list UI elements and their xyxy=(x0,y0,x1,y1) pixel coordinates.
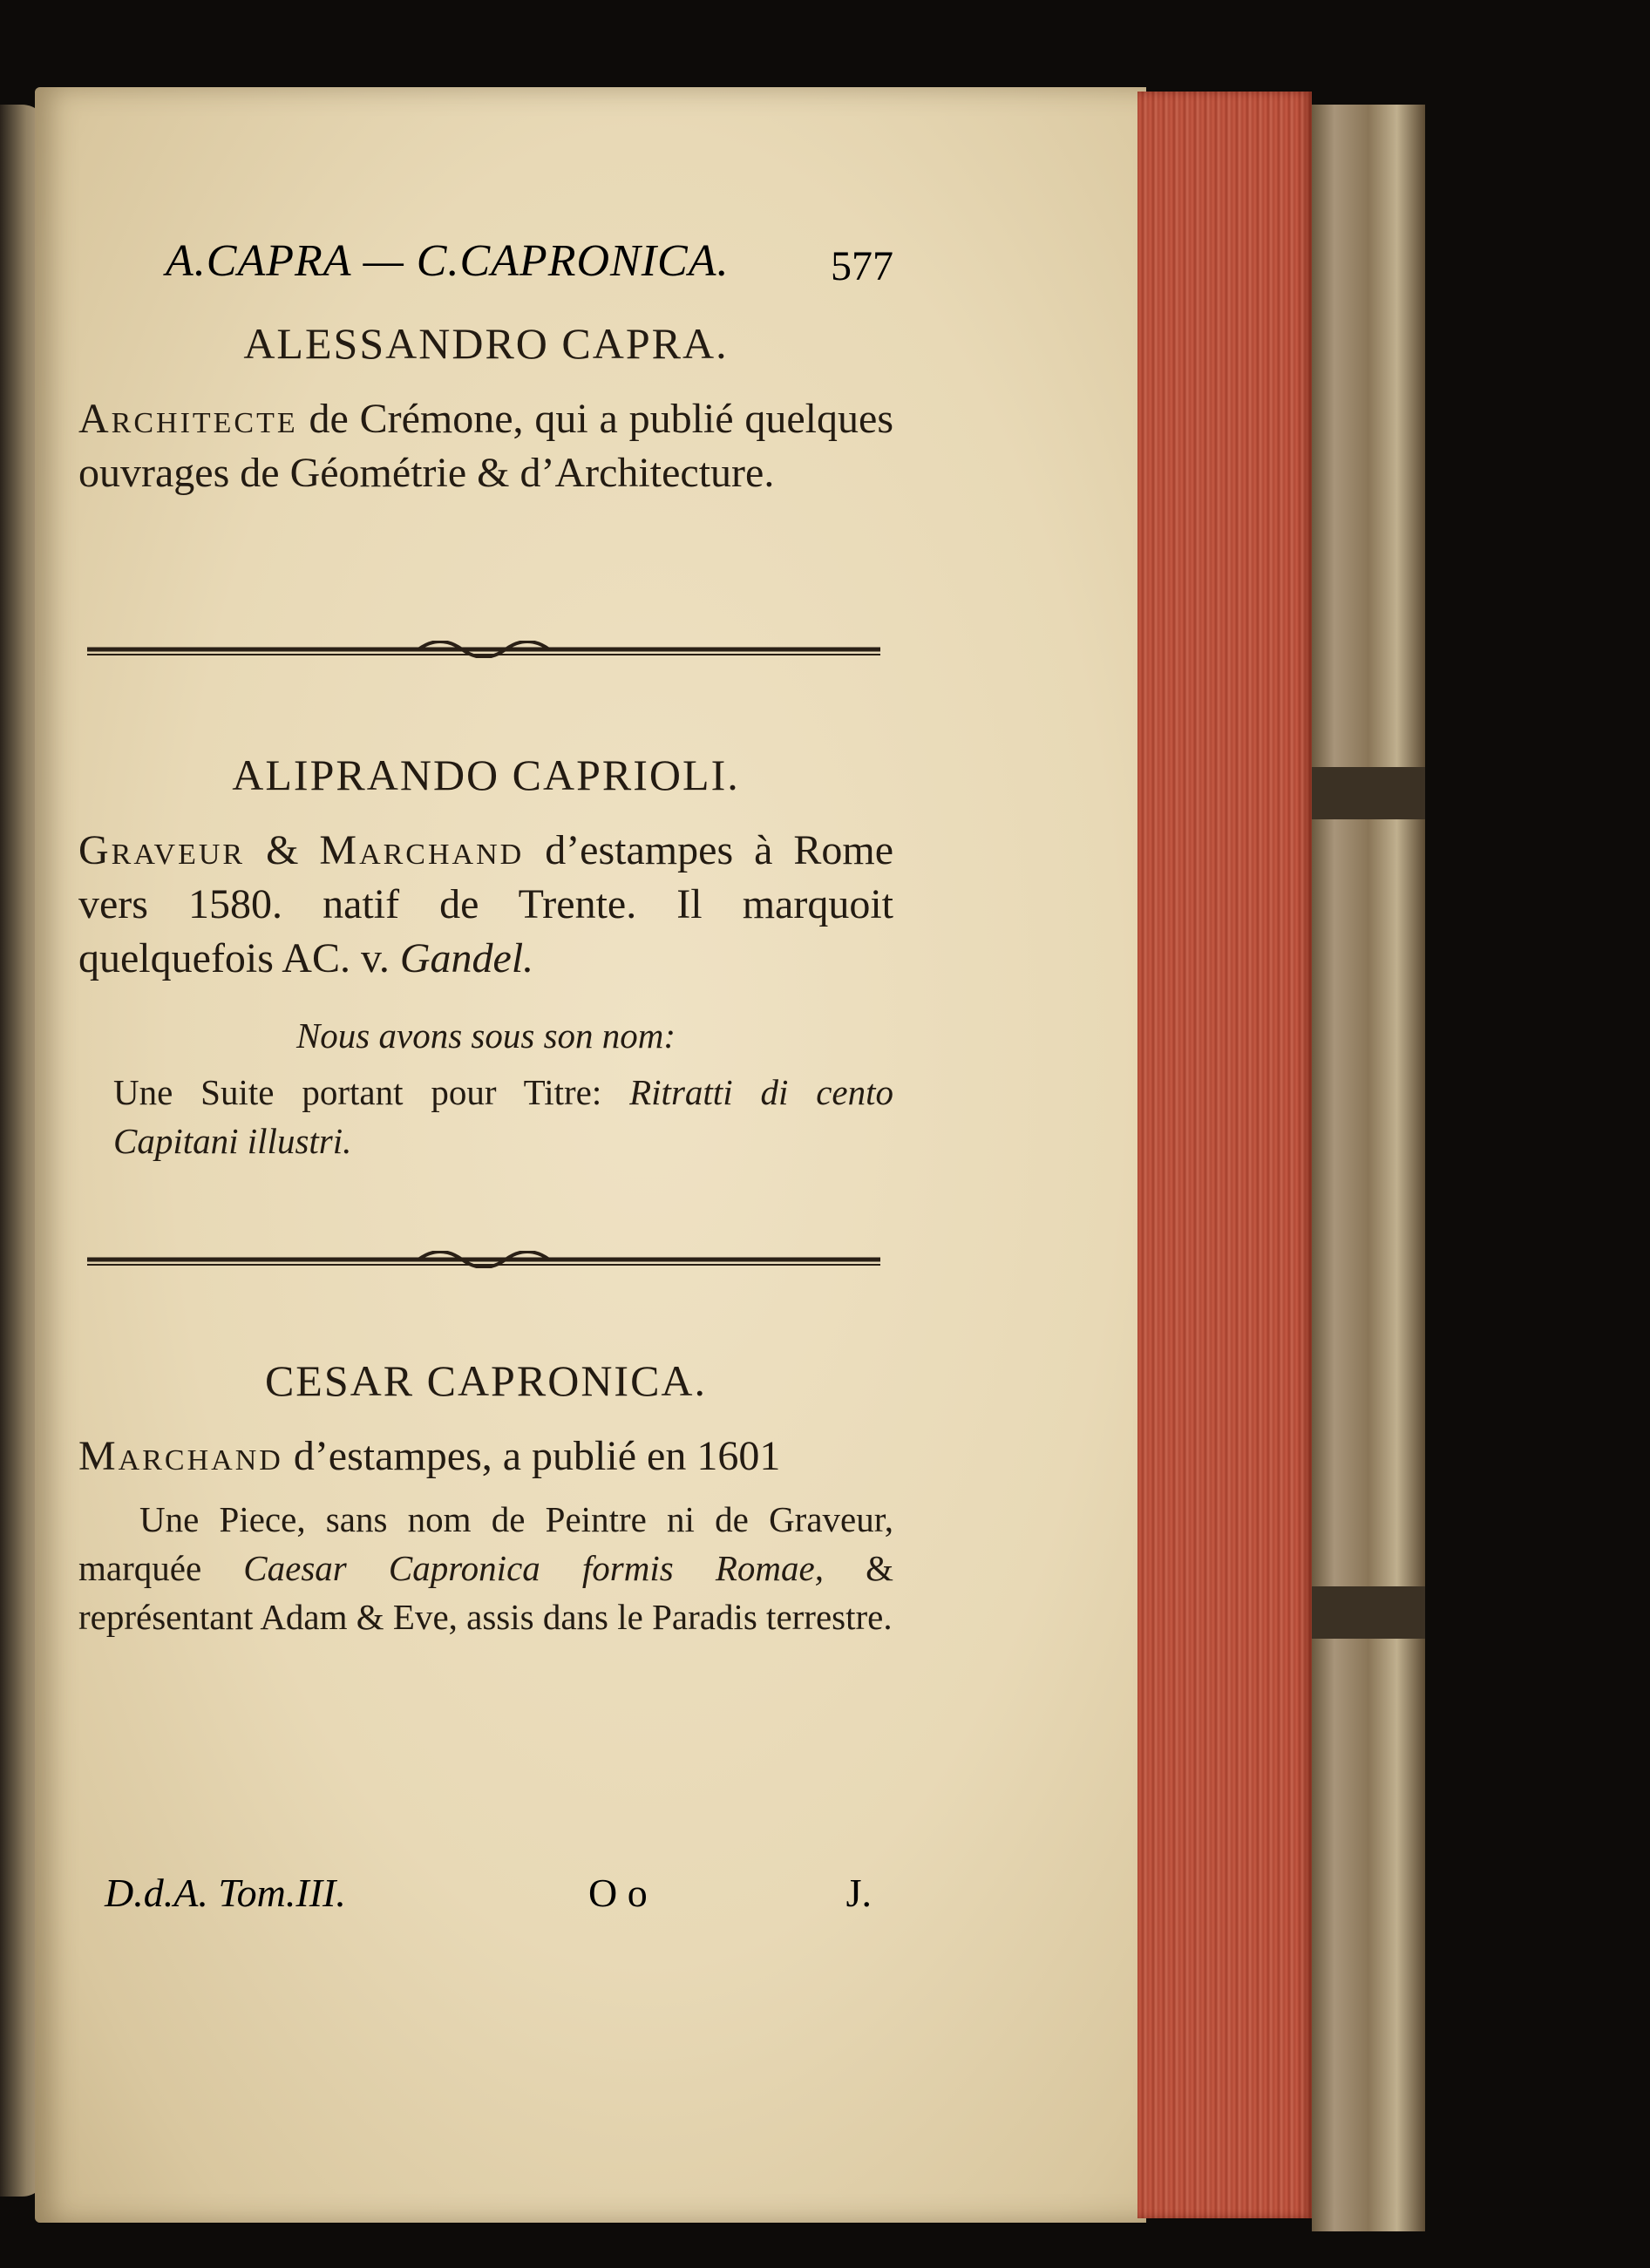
item-italic-title: Ritratti di cento Capitani illustri. xyxy=(113,1072,893,1161)
entry-title: CESAR CAPRONICA. xyxy=(264,1356,708,1405)
entry-text xyxy=(78,1429,893,1484)
entry-lead: Architecte xyxy=(78,396,298,442)
ornamental-divider xyxy=(87,1251,880,1268)
item-italic-title: Caesar Capronica formis Romae, xyxy=(243,1548,824,1588)
entry-lead: Marchand xyxy=(319,827,525,873)
red-page-edges xyxy=(1137,92,1312,2218)
page-footer xyxy=(105,1870,872,1922)
item-text: Une Suite portant pour Titre: xyxy=(113,1072,602,1112)
entry-lead: Marchand xyxy=(78,1433,283,1479)
page-number: 577 xyxy=(831,243,893,289)
entry-body: d’estampes, a publié en 1601 xyxy=(293,1433,781,1479)
catchword: J. xyxy=(845,1871,872,1915)
ornamental-divider xyxy=(87,641,880,658)
item-text: Une Piece, sans nom de Peintre ni de Graveur, marquée xyxy=(78,1499,893,1588)
gathering-mark: O o xyxy=(588,1871,648,1915)
spine-band xyxy=(1312,767,1425,819)
entry-title: ALESSANDRO CAPRA. xyxy=(243,319,729,368)
entry-title: ALIPRANDO CAPRIOLI. xyxy=(232,750,740,799)
item-text: & représentant Adam & Eve, assis dans le Paradis terrestre. xyxy=(78,1548,894,1637)
entry-ampersand: & xyxy=(266,827,299,873)
entry-body: d’estampes à Rome vers 1580. natif de Trente. Il marquoit quelquefois AC. v. xyxy=(78,827,894,981)
entry-lead: Graveur xyxy=(78,827,246,873)
entry-text xyxy=(78,392,893,500)
book-spine xyxy=(1312,105,1425,2231)
running-head-title: A.CAPRA — C.CAPRONICA. xyxy=(166,236,730,286)
entry-item xyxy=(78,1495,893,1641)
entry-item xyxy=(78,1068,893,1165)
entry-subhead: Nous avons sous son nom: xyxy=(295,1015,676,1056)
signature-mark: D.d.A. Tom.III. xyxy=(105,1871,346,1915)
spine-band xyxy=(1312,1586,1425,1639)
entry-text xyxy=(78,824,893,986)
entry-reference: Gandel. xyxy=(399,935,534,981)
running-head xyxy=(83,235,893,296)
entry-body: de Crémone, qui a publié quelques ouvrages de Géométrie & d’Architecture. xyxy=(78,396,893,496)
